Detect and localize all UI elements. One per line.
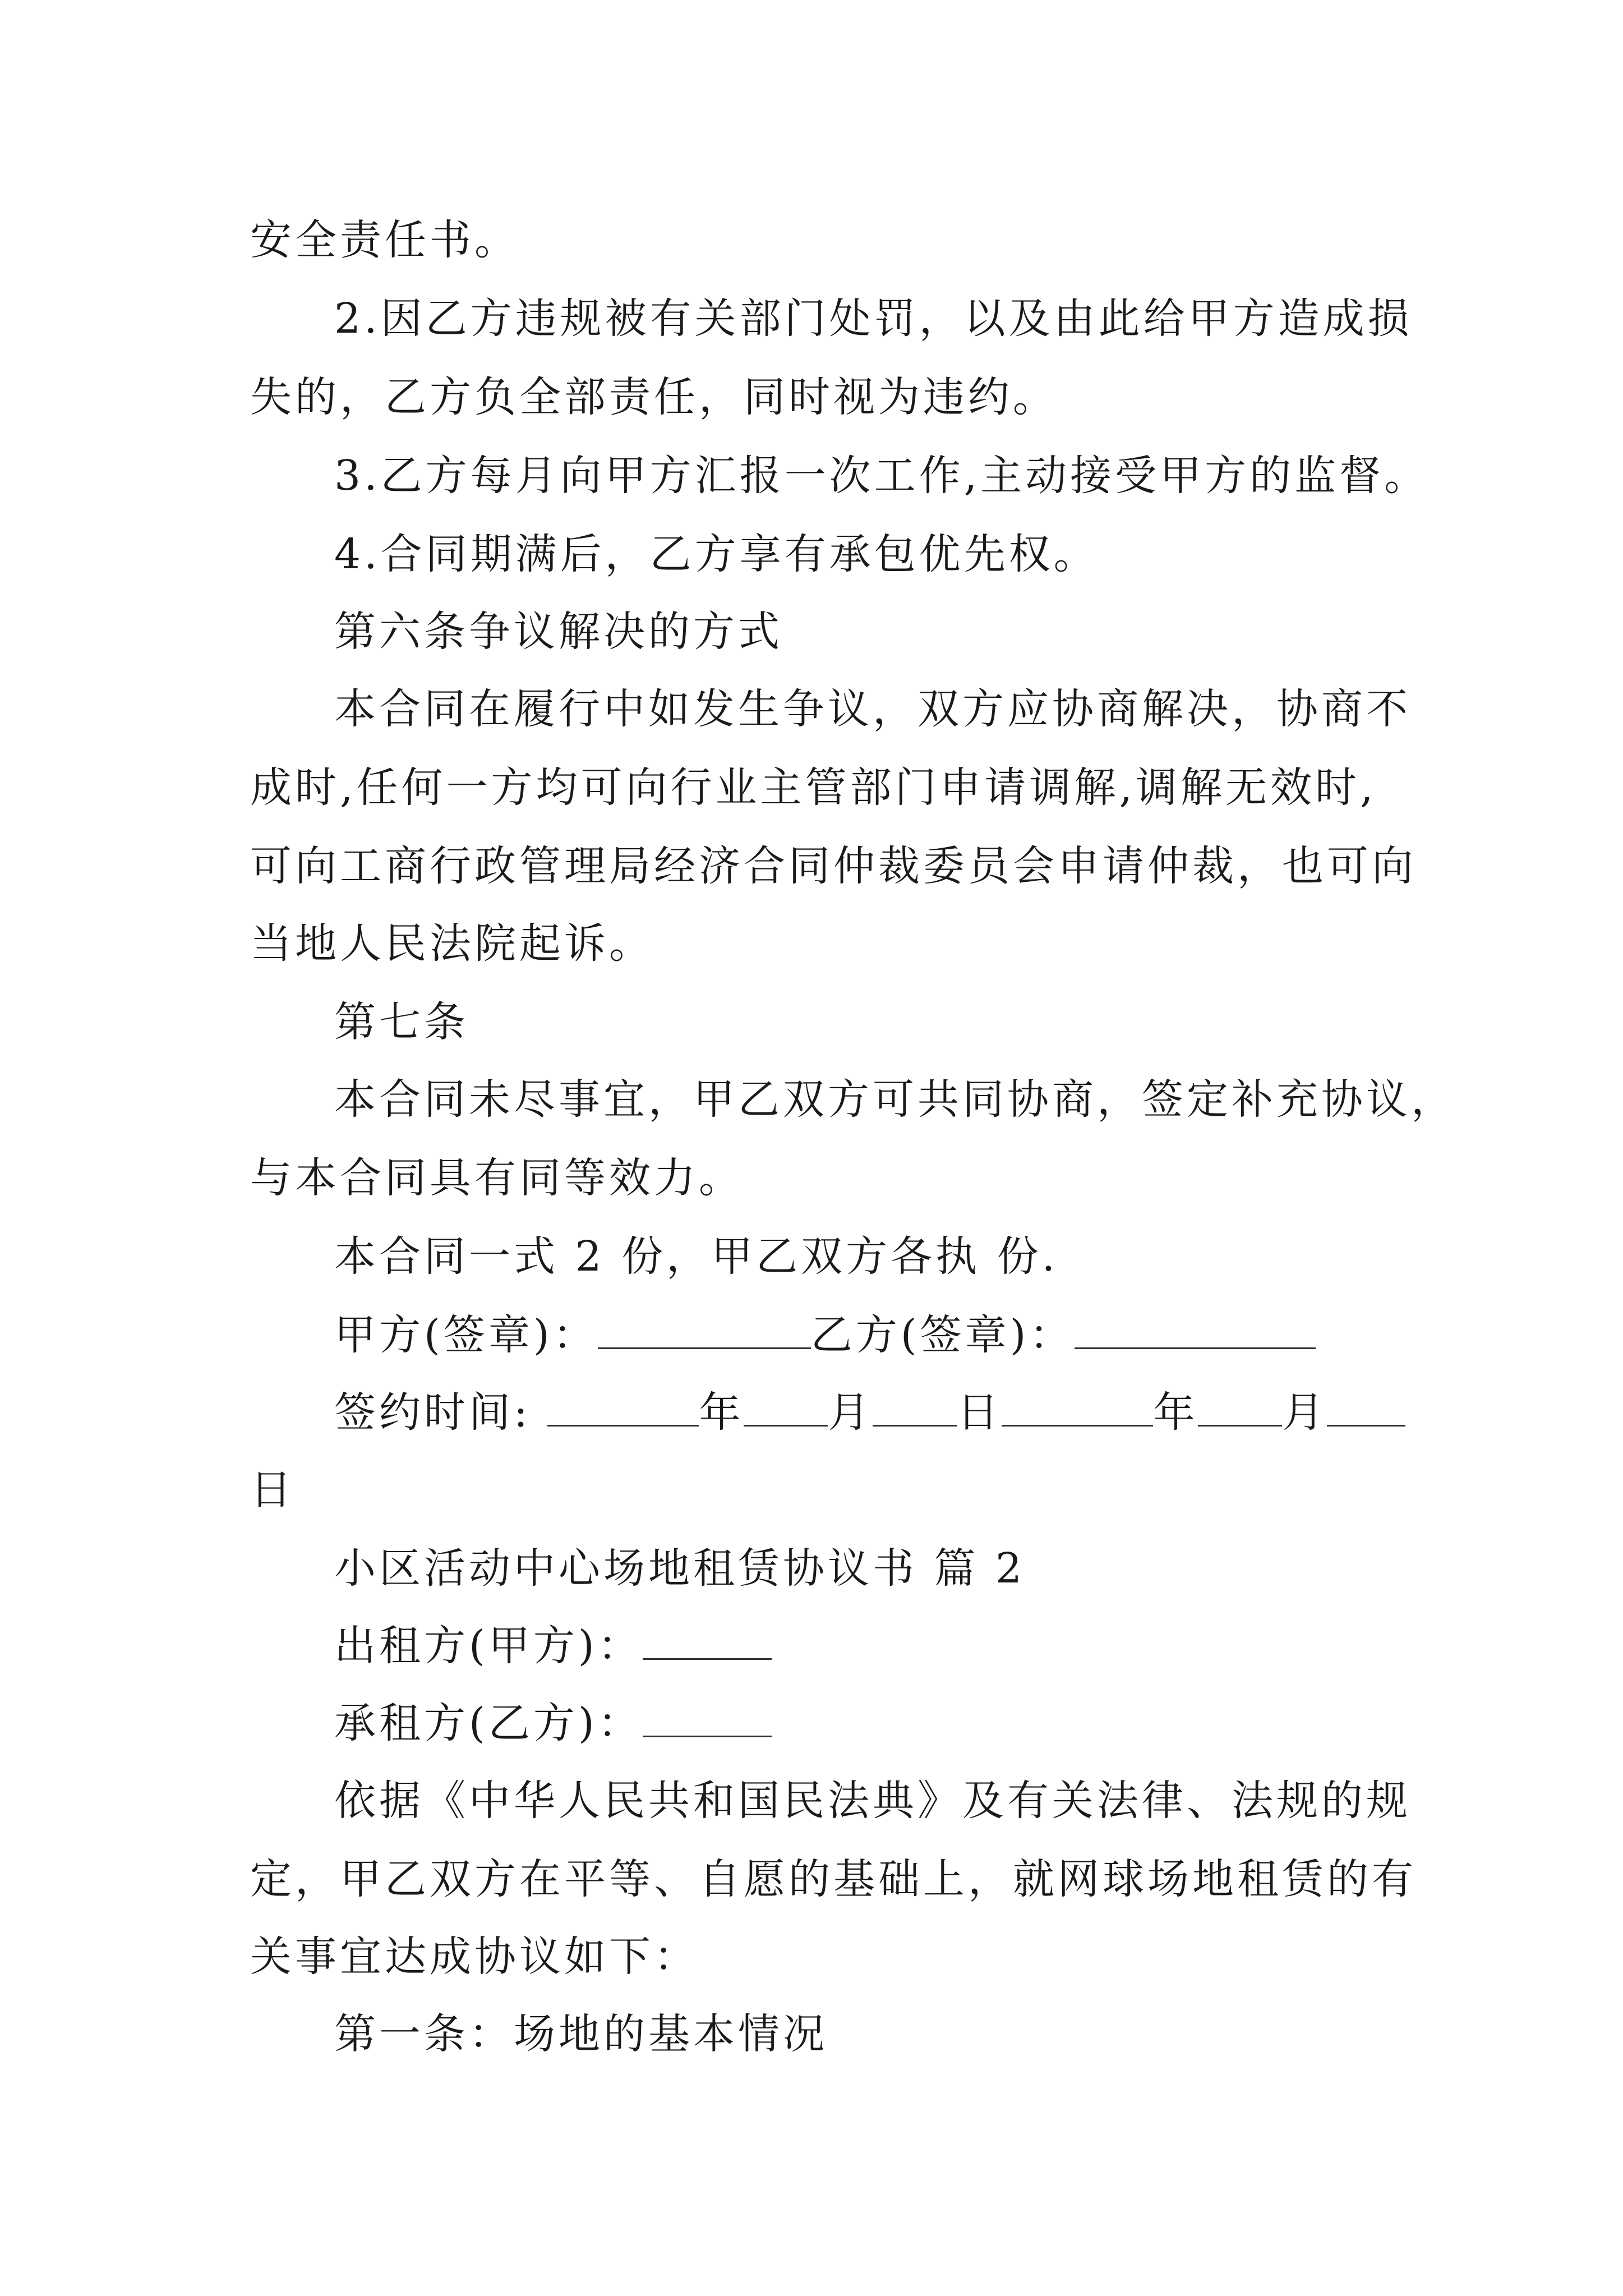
month-blank[interactable] (1198, 1386, 1282, 1427)
party-b-signature-blank[interactable] (1075, 1308, 1316, 1349)
section-heading: 第六条争议解决的方式 (334, 608, 783, 656)
party-b-signature-label: 乙方(签章)： (810, 1311, 1075, 1359)
lessor-blank[interactable] (643, 1619, 772, 1660)
day-wrap-label: 日 (250, 1466, 295, 1514)
preamble-line: 定，甲乙双方在平等、自愿的基础上，就网球场地租赁的有 (250, 1855, 1417, 1903)
year-label: 年 (1153, 1388, 1198, 1437)
month-label: 月 (828, 1388, 873, 1437)
paragraph-line: 可向工商行政管理局经济合同仲裁委员会申请仲裁，也可向 (250, 842, 1417, 890)
part2-title: 小区活动中心场地租赁协议书 篇 2 (334, 1544, 1026, 1593)
lessor-label: 出租方(甲方)： (334, 1622, 643, 1670)
lessee-blank[interactable] (643, 1696, 772, 1737)
section-heading: 第七条 (334, 998, 469, 1046)
paragraph-line: 成时,任何一方均可向行业主管部门申请调解,调解无效时, (250, 763, 1377, 812)
paragraph-line: 当地人民法院起诉。 (250, 919, 654, 968)
day-blank[interactable] (1327, 1386, 1405, 1427)
paragraph-line: 2.因乙方违规被有关部门处罚，以及由此给甲方造成损 (334, 295, 1413, 343)
year-blank[interactable] (547, 1386, 699, 1427)
year-label: 年 (699, 1388, 744, 1437)
paragraph-line: 3.乙方每月向甲方汇报一次工作,主动接受甲方的监督。 (334, 452, 1430, 500)
signing-date-line (334, 1384, 1405, 1441)
preamble-line: 关事宜达成协议如下： (250, 1932, 699, 1981)
paragraph-line: 安全责任书。 (250, 216, 519, 264)
article-heading: 第一条：场地的基本情况 (334, 2010, 828, 2058)
day-blank[interactable] (873, 1386, 957, 1427)
lessee-label: 承租方(乙方)： (334, 1699, 643, 1747)
party-a-signature-blank[interactable] (598, 1308, 811, 1349)
party-a-signature-label: 甲方(签章)： (334, 1311, 598, 1359)
signing-date-label: 签约时间: (334, 1388, 531, 1437)
paragraph-line: 本合同在履行中如发生争议，双方应协商解决，协商不 (334, 685, 1411, 733)
year-blank[interactable] (1002, 1386, 1153, 1427)
paragraph-line: 本合同未尽事宜，甲乙双方可共同协商，签定补充协议， (334, 1075, 1456, 1124)
lessor-line (334, 1618, 772, 1674)
month-blank[interactable] (744, 1386, 828, 1427)
preamble-line: 依据《中华人民共和国民法典》及有关法律、法规的规 (334, 1777, 1411, 1825)
signature-line (334, 1307, 1316, 1363)
day-label: 日 (957, 1388, 1002, 1437)
paragraph-line: 失的，乙方负全部责任，同时视为违约。 (250, 373, 1058, 421)
lessee-line (334, 1695, 772, 1751)
paragraph-line: 本合同一式 2 份，甲乙双方各执 份. (334, 1232, 1059, 1281)
paragraph-line: 与本合同具有同等效力。 (250, 1154, 744, 1202)
paragraph-line: 4.合同期满后，乙方享有承包优先权。 (334, 530, 1099, 578)
month-label: 月 (1282, 1388, 1327, 1437)
